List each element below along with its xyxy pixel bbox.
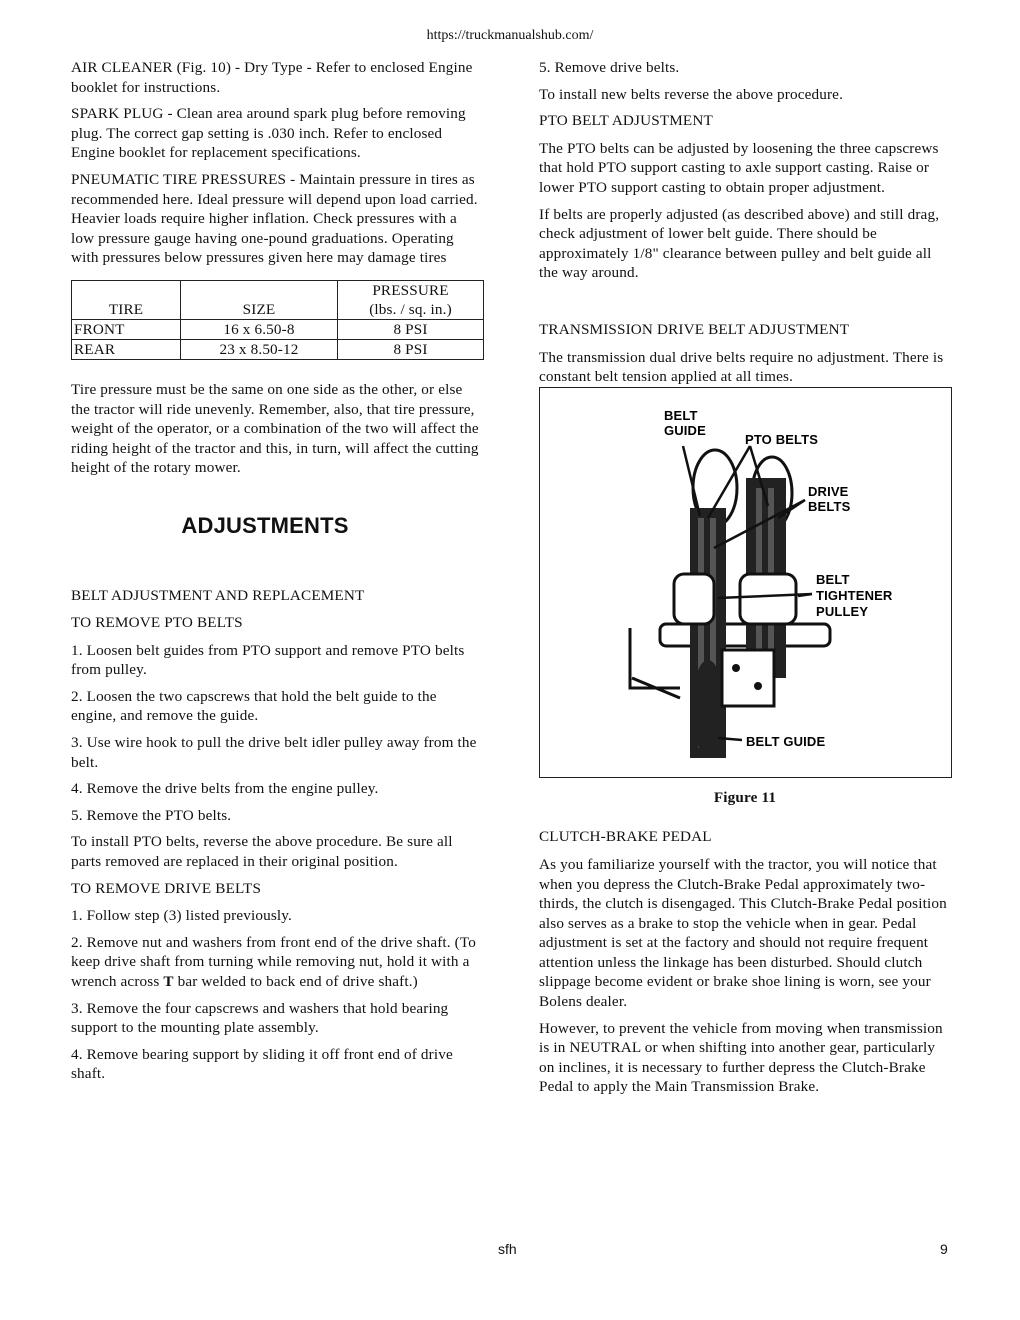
drive-step-2-end: bar welded to back end of drive shaft.) <box>173 973 418 990</box>
drive-step-2 <box>71 933 483 992</box>
page-number: 9 <box>940 1241 948 1257</box>
pto-adjustment-heading: PTO BELT ADJUSTMENT <box>539 112 713 130</box>
cell-tire: FRONT <box>72 319 181 339</box>
header-pressure <box>338 280 484 319</box>
tire-pressures-paragraph: PNEUMATIC TIRE PRESSURES - Maintain pressure in tires as recommended here. Ideal pressure will depend upon load carried. Heavier loads require higher inflation. Check pressures with a low pressure gauge having one-pound graduations. Operating with pressures below pressures given here may damage tires <box>71 170 478 267</box>
bolt <box>754 682 762 690</box>
pto-step-3: 3. Use wire hook to pull the drive belt idler pulley away from the belt. <box>71 734 477 771</box>
cell-size: 23 x 8.50-12 <box>181 339 338 359</box>
bolt <box>732 664 740 672</box>
table-row <box>72 319 484 339</box>
pto-adjustment-paragraph-2: If belts are properly adjusted (as described above) and still drag, check adjustment of lower belt guide. There should be approximately 1/8" clearance between pulley and belt guide all the way around. <box>539 205 940 282</box>
pto-remove-heading: TO REMOVE PTO BELTS <box>71 614 243 632</box>
label-belt-guide-bottom: BELT GUIDE <box>746 733 826 749</box>
transmission-paragraph: The transmission dual drive belts require no adjustment. There is constant belt tension applied at all times. <box>539 348 944 386</box>
pto-step-4: 4. Remove the drive belts from the engine pulley. <box>71 780 379 798</box>
header-pressure-line1: PRESSURE <box>372 281 449 299</box>
adjustments-title: ADJUSTMENTS <box>181 512 349 538</box>
figure-11-illustration <box>539 387 952 778</box>
lower-pulley <box>692 660 724 756</box>
header-pressure-line2: (lbs. / sq. in.) <box>369 300 452 318</box>
right-column <box>539 58 951 1104</box>
pto-install-paragraph: To install PTO belts, reverse the above procedure. Be sure all parts removed are replaced in their original position. <box>71 833 453 871</box>
pto-adjustment-paragraph-1: The PTO belts can be adjusted by loosening the three capscrews that hold PTO support casting to axle support casting. Raise or lower PTO support casting to obtain proper adjustment. <box>539 139 939 196</box>
label-drive-belts-2: BELTS <box>808 498 851 514</box>
tire-pressure-table <box>71 280 484 360</box>
tightener-pulley-right <box>740 574 796 624</box>
drive-remove-heading: TO REMOVE DRIVE BELTS <box>71 879 262 897</box>
transmission-heading: TRANSMISSION DRIVE BELT ADJUSTMENT <box>539 320 850 338</box>
tire-note-paragraph: Tire pressure must be the same on one side as the other, or else the tractor will ride unevenly. Remember, also, that tire pressure, weight of the operator, or a combination of the two will affect the riding height of the tractor and this, in turn, will affect the cutting height of the rotary mower. <box>71 380 479 477</box>
left-column <box>71 58 483 1091</box>
header-tire: TIRE <box>72 280 181 319</box>
drive-step-3: 3. Remove the four capscrews and washers that hold bearing support to the mounting plate assembly. <box>71 999 449 1037</box>
cell-pressure: 8 PSI <box>338 339 484 359</box>
drive-step-2-start: 2. Remove nut and washers from front end of the drive shaft. (To keep drive shaft from turning while removing nut, hold it with a wrench across <box>71 933 476 990</box>
label-belt-guide-2: GUIDE <box>664 422 706 438</box>
footer-mark: sfh <box>498 1241 517 1257</box>
header-size: SIZE <box>181 280 338 319</box>
label-tightener-2: TIGHTENER <box>816 587 893 603</box>
source-url: https://truckmanualshub.com/ <box>426 28 594 43</box>
label-drive-belts-1: DRIVE <box>808 483 849 499</box>
belt-adjustment-heading: BELT ADJUSTMENT AND REPLACEMENT <box>71 586 365 604</box>
clutch-paragraph-1: As you familiarize yourself with the tractor, you will notice that when you depress the Clutch-Brake Pedal approximately two-thirds, the clutch is disengaged. This Clutch-Brake Pedal position also serves as a brake to stop the vehicle when in gear. Pedal adjustment is set at the factory and should not require frequent attention unless the linkage has been disturbed. Should clutch slippage become evident or brake shoe lining is worn, see your Bolens dealer. <box>539 855 947 1011</box>
label-tightener-1: BELT <box>816 571 850 587</box>
pto-step-5: 5. Remove the PTO belts. <box>71 806 232 824</box>
label-pto-belts: PTO BELTS <box>745 431 819 447</box>
table-header-row <box>72 280 484 319</box>
belt-diagram <box>540 388 951 777</box>
drive-step-1: 1. Follow step (3) listed previously. <box>71 907 292 925</box>
cell-tire: REAR <box>72 339 181 359</box>
drive-step-5: 5. Remove drive belts. <box>539 59 680 76</box>
clutch-paragraph-2: However, to prevent the vehicle from moving when transmission is in NEUTRAL or when shifting into another gear, particularly on inclines, it is necessary to further depress the Clutch-Brake Pedal to apply the Main Transmission Brake. <box>539 1019 943 1096</box>
axle-bar <box>660 624 830 646</box>
spark-plug-paragraph: SPARK PLUG - Clean area around spark plug before removing plug. The correct gap setting is .030 inch. Refer to enclosed Engine booklet for replacement specifications. <box>71 105 466 162</box>
tightener-pulley-left <box>674 574 714 624</box>
figure-caption: Figure 11 <box>713 788 777 806</box>
label-tightener-3: PULLEY <box>816 603 869 619</box>
pto-step-2: 2. Loosen the two capscrews that hold the belt guide to the engine, and remove the guide. <box>71 687 437 725</box>
pto-step-1: 1. Loosen belt guides from PTO support and remove PTO belts from pulley. <box>71 641 465 679</box>
table-row <box>72 339 484 359</box>
drive-install-paragraph: To install new belts reverse the above procedure. <box>539 85 844 103</box>
label-belt-guide-1: BELT <box>664 407 698 423</box>
air-cleaner-paragraph: AIR CLEANER (Fig. 10) - Dry Type - Refer to enclosed Engine booklet for instructions. <box>71 59 473 96</box>
cell-size: 16 x 6.50-8 <box>181 319 338 339</box>
t-bar-letter: T <box>163 973 174 990</box>
section-gap <box>539 290 951 320</box>
clutch-brake-heading: CLUTCH-BRAKE PEDAL <box>539 828 712 846</box>
drive-step-4: 4. Remove bearing support by sliding it off front end of drive shaft. <box>71 1045 453 1083</box>
mount-plate <box>722 650 774 706</box>
cell-pressure: 8 PSI <box>338 319 484 339</box>
